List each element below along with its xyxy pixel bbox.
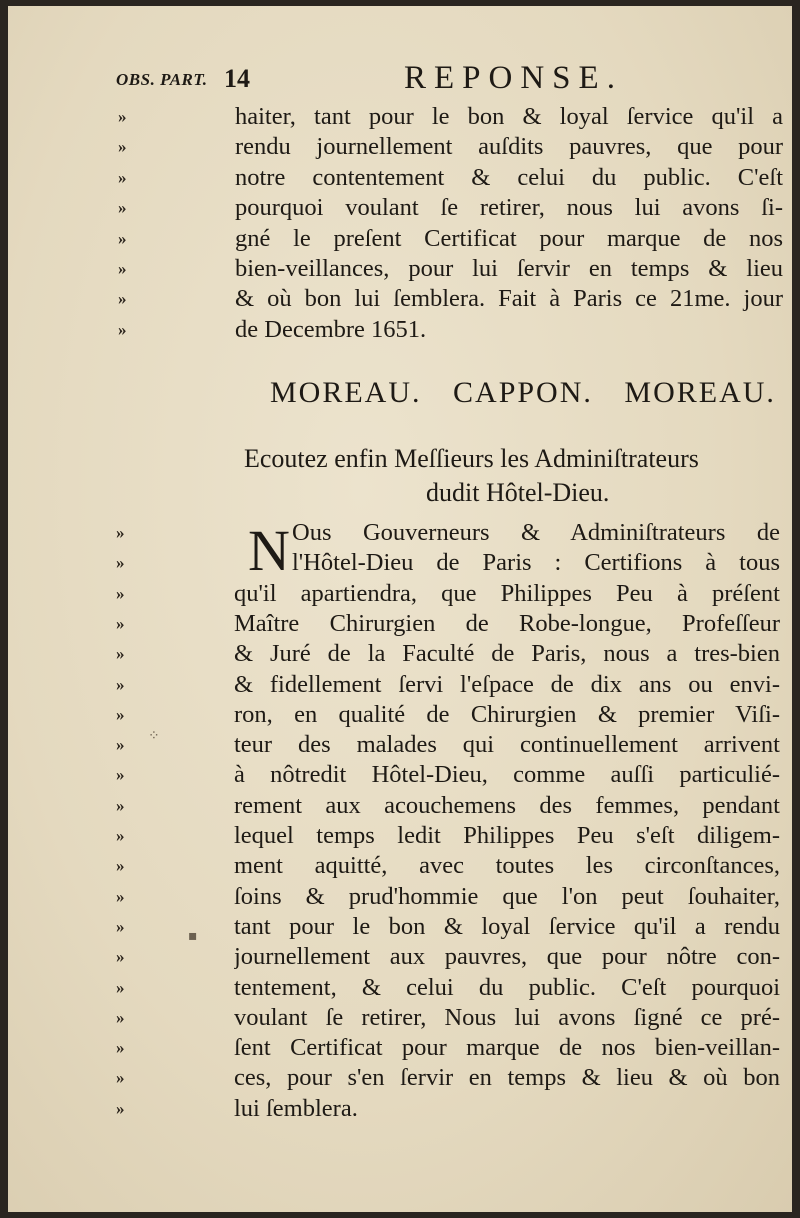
para2-line	[8, 518, 792, 548]
para1-line	[8, 284, 792, 314]
para2-text: tant pour le bon & loyal ſervice qu'il a rendu	[234, 912, 780, 940]
para2-text: & Juré de la Faculté de Paris, nous a tres-bien	[234, 640, 780, 668]
margin-blemish: ⁘	[148, 728, 160, 744]
signature-cappon: CAPPON.	[453, 376, 593, 409]
margin-quote-mark: »	[116, 613, 125, 633]
para1-line	[8, 163, 792, 193]
para2-text: lequel temps ledit Philippes Peu s'eſt diligem-	[234, 822, 780, 849]
margin-quote-mark: »	[118, 289, 127, 309]
margin-quote-mark: »	[116, 1068, 125, 1088]
para2-line	[8, 1003, 792, 1033]
margin-quote-mark: »	[116, 1098, 125, 1118]
margin-quote-mark: »	[116, 916, 125, 936]
para2-line	[8, 1033, 792, 1063]
para2-line	[8, 609, 792, 639]
signature-moreau-1: MOREAU.	[270, 376, 422, 409]
para2-text: ment aquitté, avec toutes les circonſtances,	[234, 852, 780, 880]
book-page	[8, 6, 792, 1212]
para2-text: l'Hôtel-Dieu de Paris : Certifions à tous	[292, 549, 780, 577]
margin-quote-mark: »	[118, 137, 127, 157]
para2-line	[8, 882, 792, 912]
para2-text: à nôtredit Hôtel-Dieu, comme auſſi particulié-	[234, 761, 780, 789]
para1-text: de Decembre 1651.	[235, 315, 427, 343]
para2-line	[8, 942, 792, 972]
para1-line	[8, 224, 792, 254]
para1-line	[8, 102, 792, 132]
margin-blemish-2: ▪	[188, 928, 198, 944]
margin-quote-mark: »	[116, 765, 125, 785]
running-head-section: OBS. PART.	[116, 70, 208, 89]
para1-text: bien-veillances, pour lui ſervir en temps & lieu	[235, 255, 783, 282]
section-heading	[244, 444, 784, 474]
section-heading-line-1: Ecoutez enfin Meſſieurs les Adminiſtrateurs	[244, 444, 699, 473]
para2-line	[8, 548, 792, 578]
page-number: 14	[224, 64, 250, 93]
margin-quote-mark: »	[116, 1007, 125, 1027]
margin-quote-mark: »	[116, 735, 125, 755]
margin-quote-mark: »	[116, 553, 125, 573]
running-head-title: REPONSE.	[404, 60, 623, 96]
para2-text: & fidellement ſervi l'eſpace de dix ans ou envi-	[234, 670, 780, 698]
para2-line	[8, 973, 792, 1003]
drop-cap: N	[248, 518, 290, 583]
section-heading-2	[426, 478, 726, 508]
para2-text: lui ſemblera.	[234, 1094, 358, 1122]
para1-text: notre contentement & celui du public. C'eſt	[235, 163, 783, 191]
margin-quote-mark: »	[118, 259, 127, 278]
margin-quote-mark: »	[116, 886, 125, 906]
para2-line	[8, 912, 792, 942]
margin-quote-mark: »	[116, 523, 125, 542]
signatures	[270, 376, 780, 410]
para2-text: ſoins & prud'hommie que l'on peut ſouhaiter,	[234, 882, 780, 910]
margin-quote-mark: »	[118, 228, 127, 248]
para2-line	[8, 700, 792, 730]
para2-line	[8, 639, 792, 669]
para2-text: ron, en qualité de Chirurgien & premier Viſi-	[234, 700, 780, 728]
section-heading-line-2: dudit Hôtel-Dieu.	[426, 478, 610, 507]
para1-line	[8, 315, 792, 345]
margin-quote-mark: »	[116, 583, 125, 603]
running-head	[116, 62, 756, 102]
para2-text: Maître Chirurgien de Robe-longue, Profeſſeur	[234, 609, 780, 637]
para2-line	[8, 579, 792, 609]
margin-quote-mark: »	[116, 644, 125, 664]
margin-quote-mark: »	[118, 198, 127, 218]
para1-line	[8, 132, 792, 162]
para2-line	[8, 760, 792, 790]
para1-text: & où bon lui ſemblera. Fait à Paris ce 21me. jour	[235, 285, 783, 313]
para2-text: Ous Gouverneurs & Adminiſtrateurs de	[292, 519, 780, 546]
margin-quote-mark: »	[116, 826, 125, 845]
para1-text: rendu journellement auſdits pauvres, que pour	[235, 133, 783, 161]
para2-text: rement aux acouchemens des femmes, pendant	[234, 791, 780, 819]
para2-text: teur des malades qui continuellement arrivent	[234, 731, 780, 759]
margin-quote-mark: »	[116, 1038, 125, 1058]
para2-text: tentement, & celui du public. C'eſt pourquoi	[234, 973, 780, 1001]
margin-quote-mark: »	[116, 856, 125, 876]
para2-text: journellement aux pauvres, que pour nôtre con-	[234, 943, 780, 971]
para2-line	[8, 1063, 792, 1093]
margin-quote-mark: »	[116, 674, 125, 694]
margin-quote-mark: »	[116, 704, 125, 724]
para2-line	[8, 1094, 792, 1124]
para2-text: voulant ſe retirer, Nous lui avons ſigné ce pré-	[234, 1003, 780, 1031]
margin-quote-mark: »	[116, 947, 125, 967]
para1-line	[8, 254, 792, 284]
para2-text: qu'il apartiendra, que Philippes Peu à préſent	[234, 579, 780, 607]
para2-text: ſent Certificat pour marque de nos bien-veillan-	[234, 1034, 780, 1062]
para1-line	[8, 193, 792, 223]
para1-text: gné le preſent Certificat pour marque de nos	[235, 224, 783, 252]
para1-text: haiter, tant pour le bon & loyal ſervice qu'il a	[235, 103, 783, 130]
para2-line	[8, 791, 792, 821]
para2-line	[8, 670, 792, 700]
para2-line	[8, 821, 792, 851]
margin-quote-mark: »	[118, 167, 127, 187]
para2-line	[8, 730, 792, 760]
margin-quote-mark: »	[118, 107, 127, 126]
signature-moreau-2: MOREAU.	[624, 376, 776, 409]
para2-text: ces, pour s'en ſervir en temps & lieu & où bon	[234, 1064, 780, 1092]
para1-text: pourquoi voulant ſe retirer, nous lui avons ſi-	[235, 194, 783, 222]
para2-line	[8, 851, 792, 881]
margin-quote-mark: »	[116, 795, 125, 815]
margin-quote-mark: »	[116, 977, 125, 997]
margin-quote-mark: »	[118, 319, 127, 339]
